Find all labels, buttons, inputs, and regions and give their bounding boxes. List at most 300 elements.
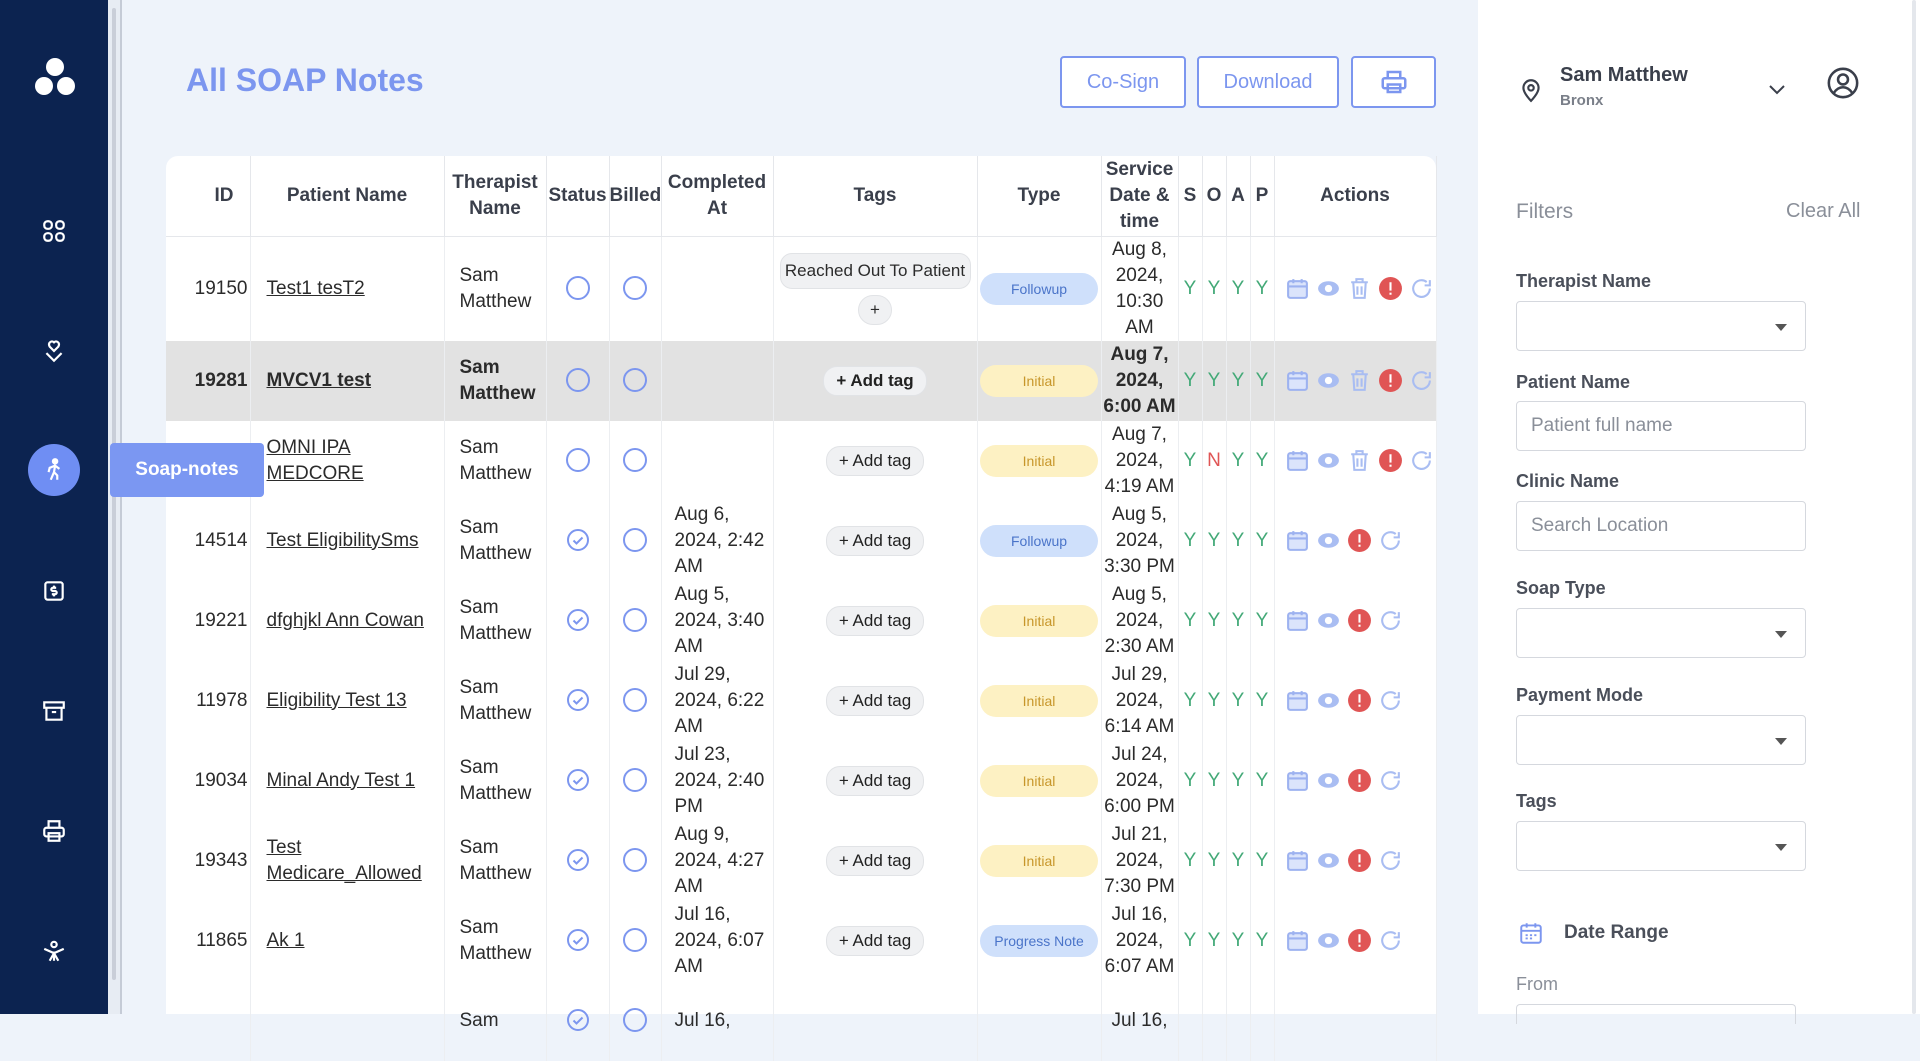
billed-circle[interactable] <box>623 448 647 472</box>
col-tags[interactable]: Tags <box>773 156 977 236</box>
refresh-icon[interactable] <box>1378 848 1403 873</box>
cell-patient[interactable] <box>250 341 444 421</box>
add-tag-button[interactable]: + Add tag <box>823 366 926 396</box>
therapy-icon <box>41 938 67 964</box>
cell-status <box>546 421 609 501</box>
cell-o: N <box>1202 421 1226 501</box>
cell-patient[interactable] <box>250 581 444 661</box>
cell-status <box>546 821 609 901</box>
cell-o: Y <box>1202 741 1226 821</box>
billed-circle[interactable] <box>623 768 647 792</box>
patient-filter-label: Patient Name <box>1516 372 1631 392</box>
add-tag-plus-button[interactable]: + <box>858 295 892 325</box>
cell-status <box>546 741 609 821</box>
sidebar-item-therapy[interactable] <box>28 925 80 977</box>
cell-service-date: Aug 5, 2024, 3:30 PM <box>1101 501 1178 581</box>
cell-service-date: Jul 16, <box>1101 981 1178 1061</box>
user-avatar-icon[interactable] <box>1826 66 1860 100</box>
cell-status <box>546 341 609 421</box>
page-title: All SOAP Notes <box>186 62 424 98</box>
cell-p: Y <box>1250 421 1274 501</box>
calendar-icon[interactable] <box>1285 368 1310 393</box>
caret-down-icon <box>1775 324 1787 331</box>
cell-actions <box>1274 421 1436 501</box>
cell-patient[interactable] <box>250 236 444 341</box>
add-tag-button[interactable]: + Add tag <box>826 526 924 556</box>
patient-link[interactable]: Minal Andy Test 1 <box>266 769 416 791</box>
alert-icon[interactable] <box>1347 608 1372 633</box>
tag-chip[interactable]: Reached Out To Patient <box>780 253 971 289</box>
cell-billed <box>609 501 661 581</box>
eye-icon[interactable] <box>1316 928 1341 953</box>
cell-type <box>977 341 1101 421</box>
cell-a: Y <box>1226 661 1250 741</box>
billed-circle[interactable] <box>623 528 647 552</box>
cell-o: Y <box>1202 341 1226 421</box>
cell-status <box>546 581 609 661</box>
col-completed-at[interactable]: Completed At <box>661 156 773 236</box>
cell-type <box>977 821 1101 901</box>
cell-a <box>1226 981 1250 1061</box>
cell-tags <box>773 236 977 341</box>
cell-tags <box>773 661 977 741</box>
cell-p: Y <box>1250 501 1274 581</box>
check-circle-icon[interactable] <box>566 928 590 952</box>
type-badge: Initial <box>980 685 1098 717</box>
cell-tags <box>773 821 977 901</box>
cell-service-date: Jul 21, 2024, 7:30 PM <box>1101 821 1178 901</box>
user-location: Bronx <box>1560 92 1604 109</box>
cell-s <box>1178 981 1202 1061</box>
cell-status <box>546 236 609 341</box>
col-s[interactable]: S <box>1178 156 1202 236</box>
sidebar-item-print[interactable] <box>28 805 80 857</box>
cell-therapist: Sam Matthew <box>444 236 546 341</box>
cell-id: 19221 <box>166 581 250 661</box>
cell-s: Y <box>1178 501 1202 581</box>
cell-a: Y <box>1226 236 1250 341</box>
cell-therapist: Sam Matthew <box>444 741 546 821</box>
col-p[interactable]: P <box>1250 156 1274 236</box>
cell-s: Y <box>1178 821 1202 901</box>
cell-patient[interactable] <box>250 901 444 981</box>
row-actions <box>1275 608 1436 633</box>
table-row[interactable] <box>166 741 1436 821</box>
cell-s: Y <box>1178 901 1202 981</box>
eye-icon[interactable] <box>1316 528 1341 553</box>
cell-s: Y <box>1178 236 1202 341</box>
refresh-icon[interactable] <box>1409 368 1434 393</box>
cell-o <box>1202 981 1226 1061</box>
cell-s: Y <box>1178 341 1202 421</box>
cell-type <box>977 661 1101 741</box>
refresh-icon[interactable] <box>1378 928 1403 953</box>
cell-actions <box>1274 341 1436 421</box>
cell-id <box>166 981 250 1061</box>
caret-down-icon <box>1775 844 1787 851</box>
cell-tags <box>773 341 977 421</box>
cell-billed <box>609 341 661 421</box>
table-row[interactable] <box>166 341 1436 421</box>
cell-p <box>1250 981 1274 1061</box>
cell-a: Y <box>1226 901 1250 981</box>
patient-link[interactable]: dfghjkl Ann Cowan <box>266 609 424 631</box>
calendar-icon[interactable] <box>1285 688 1310 713</box>
cell-completed: Aug 9, 2024, 4:27 AM <box>661 821 773 901</box>
row-actions <box>1275 448 1436 473</box>
cell-patient[interactable] <box>250 661 444 741</box>
billing-icon <box>41 578 67 604</box>
from-date-input[interactable] <box>1516 1004 1796 1024</box>
cell-billed <box>609 661 661 741</box>
col-type[interactable]: Type <box>977 156 1101 236</box>
table-row[interactable] <box>166 581 1436 661</box>
check-circle-icon[interactable] <box>566 608 590 632</box>
cell-actions <box>1274 981 1436 1061</box>
right-scrollbar[interactable] <box>1912 0 1916 1014</box>
eye-icon[interactable] <box>1316 368 1341 393</box>
trash-icon[interactable] <box>1347 276 1372 301</box>
cell-status <box>546 661 609 741</box>
payment-mode-select[interactable] <box>1516 715 1806 765</box>
col-patient-name[interactable]: Patient Name <box>250 156 444 236</box>
row-actions <box>1275 276 1436 301</box>
cell-service-date: Jul 29, 2024, 6:14 AM <box>1101 661 1178 741</box>
caret-down-icon <box>1775 738 1787 745</box>
eye-icon[interactable] <box>1316 768 1341 793</box>
cell-service-date: Aug 7, 2024, 4:19 AM <box>1101 421 1178 501</box>
col-id[interactable]: ID <box>166 156 250 236</box>
billed-circle[interactable] <box>623 848 647 872</box>
calendar-icon[interactable] <box>1285 528 1310 553</box>
row-actions <box>1275 528 1436 553</box>
add-tag-button[interactable]: + Add tag <box>826 606 924 636</box>
clinic-search-input[interactable] <box>1517 502 1805 550</box>
col-actions: Actions <box>1274 156 1436 236</box>
sidebar-item-dashboard[interactable] <box>28 205 80 257</box>
cell-p: Y <box>1250 901 1274 981</box>
alert-icon[interactable] <box>1378 368 1403 393</box>
cell-status <box>546 981 609 1061</box>
eye-icon[interactable] <box>1316 276 1341 301</box>
cell-patient[interactable] <box>250 981 444 1061</box>
alert-icon[interactable] <box>1347 848 1372 873</box>
chevron-down-icon[interactable] <box>1768 84 1786 96</box>
sidebar-item-soap-notes[interactable] <box>28 444 80 496</box>
print-button[interactable] <box>1351 56 1436 108</box>
check-circle-icon[interactable] <box>566 528 590 552</box>
table-row[interactable] <box>166 821 1436 901</box>
cell-status <box>546 501 609 581</box>
calendar-icon[interactable] <box>1285 276 1310 301</box>
calendar-icon <box>1518 920 1544 946</box>
cell-p: Y <box>1250 661 1274 741</box>
cell-id: 19343 <box>166 821 250 901</box>
cell-tags <box>773 501 977 581</box>
clinic-input-box <box>1516 501 1806 551</box>
cell-completed: Jul 29, 2024, 6:22 AM <box>661 661 773 741</box>
status-circle[interactable] <box>566 448 590 472</box>
row-actions <box>1275 768 1436 793</box>
soap-type-filter-label: Soap Type <box>1516 578 1606 598</box>
refresh-icon[interactable] <box>1378 688 1403 713</box>
type-badge: Initial <box>980 445 1098 477</box>
location-pin-icon <box>1518 76 1544 104</box>
cosign-button[interactable]: Co-Sign <box>1060 56 1186 108</box>
cell-a: Y <box>1226 341 1250 421</box>
cell-actions <box>1274 236 1436 341</box>
refresh-icon[interactable] <box>1409 276 1434 301</box>
alert-icon[interactable] <box>1347 928 1372 953</box>
type-badge: Initial <box>980 765 1098 797</box>
status-circle[interactable] <box>566 276 590 300</box>
cell-therapist: Sam Matthew <box>444 661 546 741</box>
cell-a: Y <box>1226 581 1250 661</box>
add-tag-button[interactable]: + Add tag <box>826 846 924 876</box>
cell-therapist: Sam <box>444 981 546 1061</box>
cell-billed <box>609 981 661 1061</box>
col-service-date[interactable]: Service Date & time <box>1101 156 1178 236</box>
billed-circle[interactable] <box>623 1008 647 1032</box>
patient-link[interactable]: Ak 1 <box>266 929 305 951</box>
cell-s: Y <box>1178 421 1202 501</box>
cell-status <box>546 901 609 981</box>
cell-billed <box>609 421 661 501</box>
cell-patient[interactable] <box>250 741 444 821</box>
cell-actions <box>1274 741 1436 821</box>
cell-patient[interactable] <box>250 421 444 501</box>
alert-icon[interactable] <box>1347 768 1372 793</box>
cell-billed <box>609 821 661 901</box>
col-o[interactable]: O <box>1202 156 1226 236</box>
alert-icon[interactable] <box>1378 276 1403 301</box>
cell-id: 11865 <box>166 901 250 981</box>
cell-tags <box>773 581 977 661</box>
cell-completed <box>661 236 773 341</box>
from-label: From <box>1516 974 1558 994</box>
cell-service-date: Jul 24, 2024, 6:00 PM <box>1101 741 1178 821</box>
tags-select[interactable] <box>1516 821 1806 871</box>
filters-title: Filters <box>1516 200 1574 223</box>
table-row[interactable] <box>166 981 1436 1061</box>
cell-service-date: Aug 5, 2024, 2:30 AM <box>1101 581 1178 661</box>
refresh-icon[interactable] <box>1378 528 1403 553</box>
patient-link[interactable]: OMNI IPA MEDCORE <box>266 436 364 484</box>
cell-s: Y <box>1178 661 1202 741</box>
clear-all-link[interactable]: Clear All <box>1786 200 1861 222</box>
date-range-label[interactable]: Date Range <box>1564 922 1669 943</box>
check-circle-icon[interactable] <box>566 688 590 712</box>
add-tag-button[interactable]: + Add tag <box>826 686 924 716</box>
table-row[interactable] <box>166 236 1436 341</box>
cell-type <box>977 981 1101 1061</box>
cell-actions <box>1274 821 1436 901</box>
type-badge: Followup <box>980 525 1098 557</box>
tags-filter-label: Tags <box>1516 791 1557 811</box>
cell-p: Y <box>1250 821 1274 901</box>
calendar-icon[interactable] <box>1285 448 1310 473</box>
billed-circle[interactable] <box>623 276 647 300</box>
sidebar-item-archive[interactable] <box>28 685 80 737</box>
check-circle-icon[interactable] <box>566 848 590 872</box>
cell-therapist: Sam Matthew <box>444 581 546 661</box>
sidebar-tooltip: Soap-notes <box>110 443 264 497</box>
cell-o: Y <box>1202 901 1226 981</box>
billed-circle[interactable] <box>623 928 647 952</box>
calendar-icon[interactable] <box>1285 928 1310 953</box>
col-therapist-name[interactable]: Therapist Name <box>444 156 546 236</box>
printer-icon <box>41 818 67 844</box>
check-circle-icon[interactable] <box>566 1008 590 1032</box>
refresh-icon[interactable] <box>1409 448 1434 473</box>
alert-icon[interactable] <box>1378 448 1403 473</box>
cell-a: Y <box>1226 421 1250 501</box>
cell-id: 19150 <box>166 236 250 341</box>
care-icon <box>41 338 67 364</box>
row-actions <box>1275 688 1436 713</box>
table-header <box>166 156 1436 236</box>
cell-completed: Aug 5, 2024, 3:40 AM <box>661 581 773 661</box>
refresh-icon[interactable] <box>1378 608 1403 633</box>
calendar-icon[interactable] <box>1285 608 1310 633</box>
app-logo-icon[interactable] <box>34 56 76 98</box>
check-circle-icon[interactable] <box>566 768 590 792</box>
table-row[interactable] <box>166 661 1436 741</box>
cell-o: Y <box>1202 236 1226 341</box>
col-billed[interactable]: Billed <box>609 156 661 236</box>
cell-tags <box>773 981 977 1061</box>
cell-type <box>977 236 1101 341</box>
alert-icon[interactable] <box>1347 528 1372 553</box>
sidebar-item-billing[interactable] <box>28 565 80 617</box>
cell-s: Y <box>1178 741 1202 821</box>
soap-type-select[interactable] <box>1516 608 1806 658</box>
patient-name-input[interactable] <box>1517 402 1805 450</box>
cell-actions <box>1274 901 1436 981</box>
main-content <box>122 0 1478 1031</box>
trash-icon[interactable] <box>1347 448 1372 473</box>
cell-billed <box>609 581 661 661</box>
cell-o: Y <box>1202 821 1226 901</box>
patient-link[interactable]: Test Medicare_Allowed <box>266 836 422 884</box>
cell-tags <box>773 741 977 821</box>
cell-p: Y <box>1250 341 1274 421</box>
table-row[interactable] <box>166 421 1436 501</box>
clinic-filter-label: Clinic Name <box>1516 471 1620 491</box>
cell-s: Y <box>1178 581 1202 661</box>
billed-circle[interactable] <box>623 368 647 392</box>
patient-link[interactable]: Eligibility Test 13 <box>266 689 407 711</box>
type-badge: Initial <box>980 605 1098 637</box>
cell-therapist: Sam Matthew <box>444 421 546 501</box>
cell-billed <box>609 741 661 821</box>
type-badge: Initial <box>980 365 1098 397</box>
eye-icon[interactable] <box>1316 688 1341 713</box>
payment-mode-filter-label: Payment Mode <box>1516 685 1644 705</box>
cell-a: Y <box>1226 741 1250 821</box>
cell-completed: Aug 6, 2024, 2:42 AM <box>661 501 773 581</box>
col-a[interactable]: A <box>1226 156 1250 236</box>
eye-icon[interactable] <box>1316 448 1341 473</box>
filter-panel <box>1478 0 1920 1014</box>
cell-id: 19281 <box>166 341 250 421</box>
col-status[interactable]: Status <box>546 156 609 236</box>
cell-type <box>977 901 1101 981</box>
cell-service-date: Aug 7, 2024, 6:00 AM <box>1101 341 1178 421</box>
user-name[interactable]: Sam Matthew <box>1560 64 1688 86</box>
cell-o: Y <box>1202 501 1226 581</box>
cell-completed: Jul 16, 2024, 6:07 AM <box>661 901 773 981</box>
cell-a: Y <box>1226 501 1250 581</box>
therapist-select[interactable] <box>1516 301 1806 351</box>
cell-id: 14514 <box>166 501 250 581</box>
billed-circle[interactable] <box>623 608 647 632</box>
cell-id: 11978 <box>166 661 250 741</box>
trash-icon[interactable] <box>1347 368 1372 393</box>
cell-actions <box>1274 501 1436 581</box>
cell-p: Y <box>1250 236 1274 341</box>
sidebar-item-care[interactable] <box>28 325 80 377</box>
table-row[interactable] <box>166 501 1436 581</box>
cell-billed <box>609 901 661 981</box>
table-row[interactable] <box>166 901 1436 981</box>
cell-therapist: Sam Matthew <box>444 901 546 981</box>
type-badge: Progress Note <box>980 925 1098 957</box>
cell-completed: Jul 23, 2024, 2:40 PM <box>661 741 773 821</box>
eye-icon[interactable] <box>1316 848 1341 873</box>
calendar-icon[interactable] <box>1285 848 1310 873</box>
dashboard-icon <box>41 218 67 244</box>
row-actions <box>1275 848 1436 873</box>
cell-completed: Jul 16, <box>661 981 773 1061</box>
type-badge: Initial <box>980 845 1098 877</box>
status-circle[interactable] <box>566 368 590 392</box>
cell-completed <box>661 421 773 501</box>
add-tag-button[interactable]: + Add tag <box>826 446 924 476</box>
eye-icon[interactable] <box>1316 608 1341 633</box>
left-scrollbar[interactable] <box>108 0 122 1014</box>
patient-link[interactable]: Test EligibilitySms <box>266 529 419 551</box>
cell-therapist: Sam Matthew <box>444 501 546 581</box>
patient-input-box <box>1516 401 1806 451</box>
billed-circle[interactable] <box>623 688 647 712</box>
download-button[interactable]: Download <box>1197 56 1339 108</box>
cell-patient[interactable] <box>250 501 444 581</box>
cell-therapist: Sam Matthew <box>444 821 546 901</box>
soap-notes-table <box>166 156 1436 1031</box>
cell-p: Y <box>1250 741 1274 821</box>
soap-notes-icon <box>41 457 67 483</box>
cell-therapist: Sam Matthew <box>444 341 546 421</box>
add-tag-button[interactable]: + Add tag <box>826 766 924 796</box>
cell-type <box>977 421 1101 501</box>
cell-service-date: Jul 16, 2024, 6:07 AM <box>1101 901 1178 981</box>
cell-o: Y <box>1202 581 1226 661</box>
alert-icon[interactable] <box>1347 688 1372 713</box>
patient-link[interactable]: Test1 tesT2 <box>266 277 365 299</box>
cell-patient[interactable] <box>250 821 444 901</box>
cell-id: 19034 <box>166 741 250 821</box>
cell-o: Y <box>1202 661 1226 741</box>
row-actions <box>1275 368 1436 393</box>
add-tag-button[interactable]: + Add tag <box>826 926 924 956</box>
calendar-icon[interactable] <box>1285 768 1310 793</box>
cell-service-date: Aug 8, 2024, 10:30 AM <box>1101 236 1178 341</box>
cell-type <box>977 501 1101 581</box>
patient-link[interactable]: MVCV1 test <box>266 369 372 391</box>
cell-type <box>977 741 1101 821</box>
refresh-icon[interactable] <box>1378 768 1403 793</box>
